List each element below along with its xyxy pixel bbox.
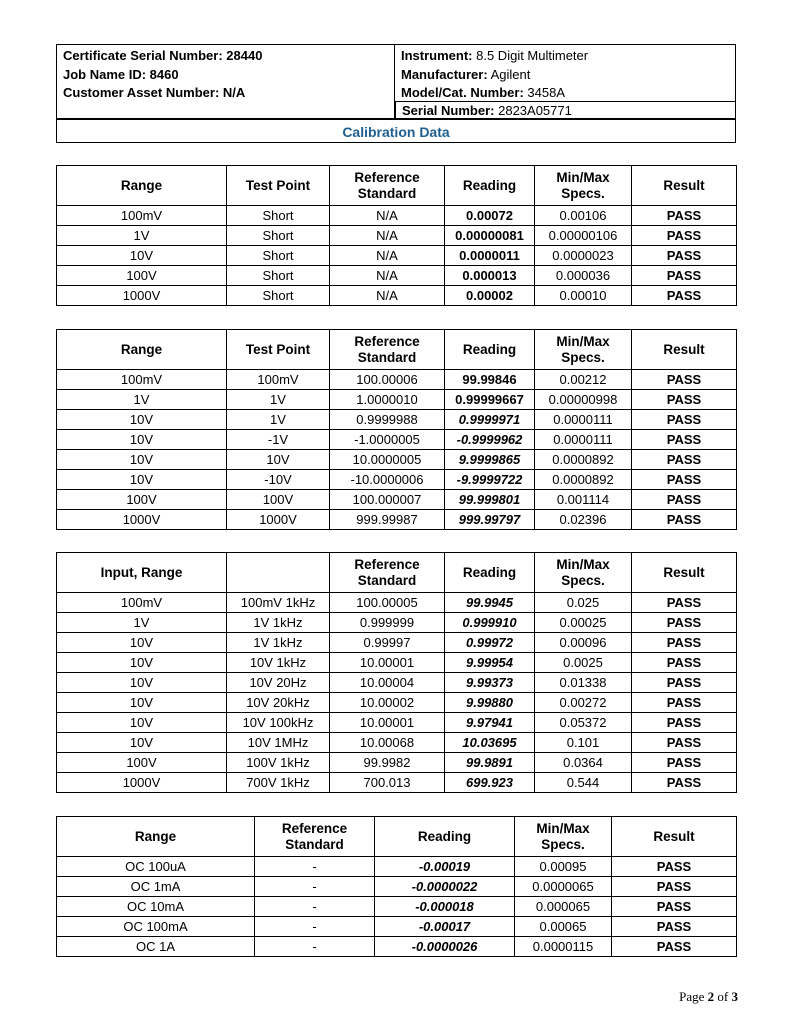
table-row bbox=[57, 266, 737, 286]
table-cell: 10V bbox=[57, 633, 227, 653]
result-cell: PASS bbox=[632, 370, 737, 390]
table-cell: 1000V bbox=[57, 510, 227, 530]
table-cell: 100.000007 bbox=[330, 490, 445, 510]
col-header: Reading bbox=[445, 553, 535, 593]
reading-cell: -0.0000026 bbox=[375, 937, 515, 957]
table-row bbox=[57, 206, 737, 226]
table-cell: 100mV 1kHz bbox=[227, 593, 330, 613]
offset-current-table bbox=[56, 816, 737, 957]
result-cell: PASS bbox=[632, 226, 737, 246]
table-cell: 10V 1kHz bbox=[227, 653, 330, 673]
table-cell: 10.00001 bbox=[330, 653, 445, 673]
reading-cell: 99.99846 bbox=[445, 370, 535, 390]
table-cell: N/A bbox=[330, 266, 445, 286]
result-cell: PASS bbox=[612, 857, 737, 877]
reading-cell: -9.9999722 bbox=[445, 470, 535, 490]
col-header: Result bbox=[632, 166, 737, 206]
col-header: Reference Standard bbox=[330, 330, 445, 370]
section-title: Calibration Data bbox=[57, 119, 735, 143]
table-cell: 10V 100kHz bbox=[227, 713, 330, 733]
table-header-row bbox=[57, 817, 737, 857]
reading-cell: 99.9945 bbox=[445, 593, 535, 613]
reading-cell: 9.99880 bbox=[445, 693, 535, 713]
result-cell: PASS bbox=[632, 410, 737, 430]
table-cell: N/A bbox=[330, 226, 445, 246]
result-cell: PASS bbox=[612, 917, 737, 937]
table-row bbox=[57, 937, 737, 957]
col-header: Result bbox=[632, 330, 737, 370]
result-cell: PASS bbox=[632, 713, 737, 733]
result-cell: PASS bbox=[632, 510, 737, 530]
table-row bbox=[57, 510, 737, 530]
col-header: Reading bbox=[375, 817, 515, 857]
table-row bbox=[57, 613, 737, 633]
table-cell: 1000V bbox=[57, 773, 227, 793]
reading-cell: 0.00072 bbox=[445, 206, 535, 226]
reading-cell: 99.999801 bbox=[445, 490, 535, 510]
reading-cell: 9.99373 bbox=[445, 673, 535, 693]
result-cell: PASS bbox=[632, 773, 737, 793]
table-cell: 0.99997 bbox=[330, 633, 445, 653]
col-header: Test Point bbox=[227, 166, 330, 206]
table-cell: N/A bbox=[330, 286, 445, 306]
table-cell: 0.544 bbox=[535, 773, 632, 793]
table-cell: N/A bbox=[330, 246, 445, 266]
result-cell: PASS bbox=[632, 490, 737, 510]
col-header: Range bbox=[57, 330, 227, 370]
table-cell: 1V bbox=[57, 390, 227, 410]
reading-cell: 10.03695 bbox=[445, 733, 535, 753]
table-cell: 0.0000892 bbox=[535, 470, 632, 490]
table-cell: N/A bbox=[330, 206, 445, 226]
table-cell: 0.00000106 bbox=[535, 226, 632, 246]
table-header-row bbox=[57, 330, 737, 370]
table-cell: 0.001114 bbox=[535, 490, 632, 510]
table-body bbox=[57, 370, 737, 530]
table-cell: 100.00006 bbox=[330, 370, 445, 390]
table-cell: 0.00095 bbox=[515, 857, 612, 877]
table-cell: 0.02396 bbox=[535, 510, 632, 530]
table-cell: 1V bbox=[57, 226, 227, 246]
table-cell: 10V bbox=[57, 246, 227, 266]
table-row bbox=[57, 410, 737, 430]
table-row bbox=[57, 593, 737, 613]
result-cell: PASS bbox=[632, 430, 737, 450]
table-cell: 0.000036 bbox=[535, 266, 632, 286]
result-cell: PASS bbox=[612, 897, 737, 917]
serial-value: 2823A05771 bbox=[498, 103, 572, 118]
table-cell: 1V 1kHz bbox=[227, 613, 330, 633]
table-cell: 0.00065 bbox=[515, 917, 612, 937]
table-cell: 100V bbox=[227, 490, 330, 510]
table-cell: - bbox=[255, 857, 375, 877]
table-cell: 0.999999 bbox=[330, 613, 445, 633]
reading-cell: -0.0000022 bbox=[375, 877, 515, 897]
table-cell: 10V bbox=[57, 410, 227, 430]
col-header: Reference Standard bbox=[330, 553, 445, 593]
col-header: Min/Max Specs. bbox=[535, 166, 632, 206]
result-cell: PASS bbox=[612, 937, 737, 957]
table-row bbox=[57, 693, 737, 713]
manufacturer-line bbox=[401, 66, 729, 85]
table-cell: 10.00002 bbox=[330, 693, 445, 713]
col-header: Result bbox=[612, 817, 737, 857]
col-header: Range bbox=[57, 817, 255, 857]
table-cell: 0.0000892 bbox=[535, 450, 632, 470]
col-header: Result bbox=[632, 553, 737, 593]
table-cell: -1V bbox=[227, 430, 330, 450]
table-cell: OC 1A bbox=[57, 937, 255, 957]
col-header: Min/Max Specs. bbox=[515, 817, 612, 857]
table-cell: -10V bbox=[227, 470, 330, 490]
table-cell: 1V bbox=[227, 410, 330, 430]
table-cell: -10.0000006 bbox=[330, 470, 445, 490]
table-cell: 100V 1kHz bbox=[227, 753, 330, 773]
table-row bbox=[57, 450, 737, 470]
col-header: Reading bbox=[445, 330, 535, 370]
reading-cell: 0.0000011 bbox=[445, 246, 535, 266]
table-cell: 10V 1MHz bbox=[227, 733, 330, 753]
table-cell: 1000V bbox=[227, 510, 330, 530]
col-header: Reference Standard bbox=[255, 817, 375, 857]
table-body bbox=[57, 593, 737, 793]
table-cell: 10.00001 bbox=[330, 713, 445, 733]
table-cell: 0.0000115 bbox=[515, 937, 612, 957]
table-cell: 10.00004 bbox=[330, 673, 445, 693]
table-row bbox=[57, 370, 737, 390]
table-cell: OC 100mA bbox=[57, 917, 255, 937]
instrument-line bbox=[401, 47, 729, 66]
model-value: 3458A bbox=[527, 85, 566, 100]
table-cell: 0.00272 bbox=[535, 693, 632, 713]
table-header-row bbox=[57, 166, 737, 206]
page-of: of bbox=[714, 989, 732, 1004]
reading-cell: 0.000013 bbox=[445, 266, 535, 286]
table-header-row bbox=[57, 553, 737, 593]
table-cell: 700V 1kHz bbox=[227, 773, 330, 793]
table-cell: 0.00212 bbox=[535, 370, 632, 390]
table-cell: - bbox=[255, 937, 375, 957]
reading-cell: 9.99954 bbox=[445, 653, 535, 673]
table-cell: 1.0000010 bbox=[330, 390, 445, 410]
result-cell: PASS bbox=[612, 877, 737, 897]
reading-cell: 9.97941 bbox=[445, 713, 535, 733]
table-cell: OC 100uA bbox=[57, 857, 255, 877]
table-cell: 0.101 bbox=[535, 733, 632, 753]
table-cell: Short bbox=[227, 246, 330, 266]
page-total: 3 bbox=[731, 989, 738, 1004]
table-row bbox=[57, 773, 737, 793]
table-cell: 10V bbox=[57, 693, 227, 713]
table-cell: 0.0000065 bbox=[515, 877, 612, 897]
col-header: Min/Max Specs. bbox=[535, 330, 632, 370]
result-cell: PASS bbox=[632, 673, 737, 693]
result-cell: PASS bbox=[632, 266, 737, 286]
table-cell: 0.01338 bbox=[535, 673, 632, 693]
table-row bbox=[57, 897, 737, 917]
table-cell: 1000V bbox=[57, 286, 227, 306]
reading-cell: 699.923 bbox=[445, 773, 535, 793]
instrument-value: 8.5 Digit Multimeter bbox=[476, 48, 589, 63]
table-cell: - bbox=[255, 917, 375, 937]
table-row bbox=[57, 713, 737, 733]
page-prefix: Page bbox=[679, 989, 708, 1004]
table-cell: 10V bbox=[57, 713, 227, 733]
table-cell: 0.00000998 bbox=[535, 390, 632, 410]
manufacturer-value: Agilent bbox=[490, 66, 531, 82]
serial-line bbox=[395, 101, 735, 119]
dc-voltage-table bbox=[56, 329, 737, 530]
col-header: Min/Max Specs. bbox=[535, 553, 632, 593]
table-cell: 10V bbox=[57, 450, 227, 470]
result-cell: PASS bbox=[632, 206, 737, 226]
table-cell: 100.00005 bbox=[330, 593, 445, 613]
reading-cell: -0.00019 bbox=[375, 857, 515, 877]
table-cell: 100mV bbox=[57, 593, 227, 613]
result-cell: PASS bbox=[632, 286, 737, 306]
table-cell: 1V bbox=[57, 613, 227, 633]
col-header: Reading bbox=[445, 166, 535, 206]
reading-cell: 0.999910 bbox=[445, 613, 535, 633]
table-cell: 100V bbox=[57, 753, 227, 773]
table-cell: - bbox=[255, 877, 375, 897]
ac-voltage-table bbox=[56, 552, 737, 793]
col-header: Test Point bbox=[227, 330, 330, 370]
table-cell: 0.0000023 bbox=[535, 246, 632, 266]
result-cell: PASS bbox=[632, 753, 737, 773]
table-row bbox=[57, 733, 737, 753]
table-cell: 10V bbox=[57, 733, 227, 753]
header-left-block bbox=[57, 45, 395, 118]
table-row bbox=[57, 653, 737, 673]
reading-cell: 0.99999667 bbox=[445, 390, 535, 410]
table-cell: Short bbox=[227, 286, 330, 306]
table-cell: 10V 20kHz bbox=[227, 693, 330, 713]
model-line bbox=[401, 84, 729, 103]
reading-cell: 9.9999865 bbox=[445, 450, 535, 470]
result-cell: PASS bbox=[632, 470, 737, 490]
table-cell: 0.025 bbox=[535, 593, 632, 613]
reading-cell: 0.99972 bbox=[445, 633, 535, 653]
reading-cell: 99.9891 bbox=[445, 753, 535, 773]
reading-cell: 0.9999971 bbox=[445, 410, 535, 430]
table-cell: - bbox=[255, 897, 375, 917]
result-cell: PASS bbox=[632, 693, 737, 713]
model-label: Model/Cat. Number: bbox=[401, 85, 524, 100]
table-cell: 10V bbox=[57, 470, 227, 490]
table-cell: 100mV bbox=[57, 206, 227, 226]
table-row bbox=[57, 877, 737, 897]
table-cell: 0.0364 bbox=[535, 753, 632, 773]
table-cell: Short bbox=[227, 266, 330, 286]
table-cell: 0.0000111 bbox=[535, 430, 632, 450]
table-cell: 100mV bbox=[227, 370, 330, 390]
table-cell: Short bbox=[227, 226, 330, 246]
table-cell: 100V bbox=[57, 490, 227, 510]
page-current: 2 bbox=[707, 989, 715, 1004]
table-row bbox=[57, 857, 737, 877]
serial-label: Serial Number: bbox=[402, 103, 495, 118]
table-cell: 0.00010 bbox=[535, 286, 632, 306]
table-row bbox=[57, 430, 737, 450]
table-cell: 10V bbox=[57, 673, 227, 693]
result-cell: PASS bbox=[632, 633, 737, 653]
certificate-header bbox=[56, 44, 736, 143]
table-cell: Short bbox=[227, 206, 330, 226]
table-cell: 100mV bbox=[57, 370, 227, 390]
table-cell: 1V bbox=[227, 390, 330, 410]
table-row bbox=[57, 490, 737, 510]
table-cell: 10V bbox=[57, 430, 227, 450]
table-cell: OC 1mA bbox=[57, 877, 255, 897]
customer-asset-number: Customer Asset Number: N/A bbox=[63, 85, 246, 100]
table-cell: 0.9999988 bbox=[330, 410, 445, 430]
table-cell: 0.05372 bbox=[535, 713, 632, 733]
table-row bbox=[57, 633, 737, 653]
table-cell: 10V 20Hz bbox=[227, 673, 330, 693]
table-cell: 10V bbox=[57, 653, 227, 673]
table-row bbox=[57, 753, 737, 773]
table-row bbox=[57, 673, 737, 693]
table-cell: 999.99987 bbox=[330, 510, 445, 530]
table-cell: 0.00025 bbox=[535, 613, 632, 633]
reading-cell: -0.9999962 bbox=[445, 430, 535, 450]
cert-serial-number: Certificate Serial Number: 28440 bbox=[63, 48, 263, 63]
table-row bbox=[57, 470, 737, 490]
table-cell: 100V bbox=[57, 266, 227, 286]
reading-cell: 999.99797 bbox=[445, 510, 535, 530]
table-row bbox=[57, 246, 737, 266]
table-cell: 0.0025 bbox=[535, 653, 632, 673]
table-cell: OC 10mA bbox=[57, 897, 255, 917]
reading-cell: 0.00000081 bbox=[445, 226, 535, 246]
table-cell: 0.00096 bbox=[535, 633, 632, 653]
table-body bbox=[57, 206, 737, 306]
table-cell: 0.0000111 bbox=[535, 410, 632, 430]
page-number bbox=[679, 989, 738, 1005]
reading-cell: -0.000018 bbox=[375, 897, 515, 917]
reading-cell: -0.00017 bbox=[375, 917, 515, 937]
table-cell: 10V bbox=[227, 450, 330, 470]
table-row bbox=[57, 286, 737, 306]
table-cell: 0.000065 bbox=[515, 897, 612, 917]
table-row bbox=[57, 390, 737, 410]
result-cell: PASS bbox=[632, 246, 737, 266]
table-cell: 700.013 bbox=[330, 773, 445, 793]
table-cell: 0.00106 bbox=[535, 206, 632, 226]
table-body bbox=[57, 857, 737, 957]
result-cell: PASS bbox=[632, 450, 737, 470]
table-cell: 10.0000005 bbox=[330, 450, 445, 470]
table-cell: -1.0000005 bbox=[330, 430, 445, 450]
result-cell: PASS bbox=[632, 613, 737, 633]
reading-cell: 0.00002 bbox=[445, 286, 535, 306]
manufacturer-label: Manufacturer: bbox=[401, 66, 488, 82]
job-name-id: Job Name ID: 8460 bbox=[63, 66, 179, 82]
table-cell: 1V 1kHz bbox=[227, 633, 330, 653]
instrument-label: Instrument: bbox=[401, 48, 473, 63]
result-cell: PASS bbox=[632, 390, 737, 410]
col-header: Reference Standard bbox=[330, 166, 445, 206]
col-header: Range bbox=[57, 166, 227, 206]
table-row bbox=[57, 226, 737, 246]
result-cell: PASS bbox=[632, 733, 737, 753]
dc-voltage-short-table bbox=[56, 165, 737, 306]
result-cell: PASS bbox=[632, 653, 737, 673]
result-cell: PASS bbox=[632, 593, 737, 613]
col-header bbox=[227, 553, 330, 593]
table-row bbox=[57, 917, 737, 937]
col-header: Input, Range bbox=[57, 553, 227, 593]
table-cell: 10.00068 bbox=[330, 733, 445, 753]
table-cell: 99.9982 bbox=[330, 753, 445, 773]
